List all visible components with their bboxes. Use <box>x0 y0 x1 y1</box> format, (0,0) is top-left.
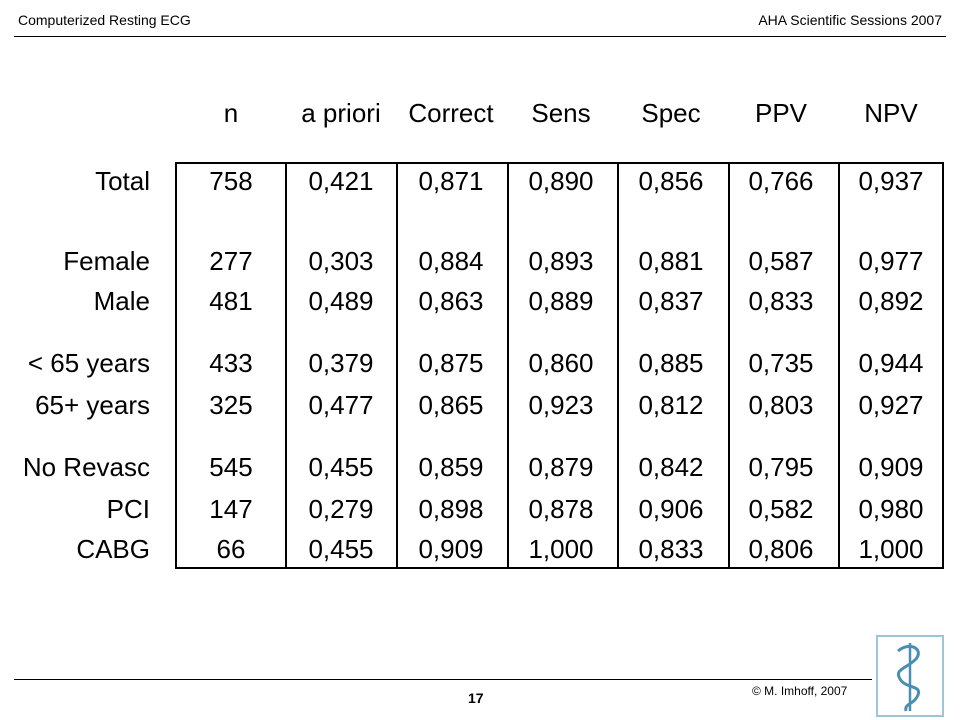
table-cell: 0,879 <box>528 452 594 482</box>
column-header: a priori <box>301 98 381 128</box>
table-cell: 325 <box>209 390 253 420</box>
column-header: Sens <box>531 98 591 128</box>
table-cell: 147 <box>209 494 253 524</box>
table-cell: 0,863 <box>418 286 484 316</box>
table-cell: 0,303 <box>308 246 374 276</box>
table-cell: 0,927 <box>858 390 924 420</box>
row-label: No Revasc <box>22 452 150 482</box>
table-cell: 0,906 <box>638 494 704 524</box>
table-cell: 0,812 <box>638 390 704 420</box>
row-label: PCI <box>106 494 150 524</box>
table-cell: 277 <box>209 246 253 276</box>
table-cell: 0,582 <box>748 494 814 524</box>
table-cell: 1,000 <box>528 534 594 564</box>
table-cell: 481 <box>209 286 253 316</box>
table-cell: 0,766 <box>748 166 814 196</box>
table-cell: 758 <box>209 166 253 196</box>
table-cell: 0,842 <box>638 452 704 482</box>
table-cell: 0,587 <box>748 246 814 276</box>
row-label: CABG <box>76 534 150 564</box>
table-cell: 0,898 <box>418 494 484 524</box>
row-label: Female <box>63 246 150 276</box>
table-cell: 0,421 <box>308 166 374 196</box>
table-cell: 0,803 <box>748 390 814 420</box>
table-cell: 0,890 <box>528 166 594 196</box>
table-cell: 0,279 <box>308 494 374 524</box>
table-cell: 0,892 <box>858 286 924 316</box>
row-label: Total <box>95 166 150 196</box>
column-header: NPV <box>864 98 918 128</box>
table-cell: 0,860 <box>528 348 594 378</box>
table-cell: 0,379 <box>308 348 374 378</box>
table-cell: 0,889 <box>528 286 594 316</box>
table-cell: 433 <box>209 348 253 378</box>
table-cell: 0,923 <box>528 390 594 420</box>
table-cell: 545 <box>209 452 253 482</box>
table-cell: 0,875 <box>418 348 484 378</box>
table-cell: 0,856 <box>638 166 704 196</box>
table-cell: 0,489 <box>308 286 374 316</box>
footer-divider <box>14 679 872 680</box>
column-header: PPV <box>754 98 808 128</box>
table-cell: 0,893 <box>528 246 594 276</box>
table-cell: 0,865 <box>418 390 484 420</box>
table-cell: 66 <box>216 534 246 564</box>
row-label: 65+ years <box>35 390 150 420</box>
table-cell: 0,878 <box>528 494 594 524</box>
table-cell: 0,735 <box>748 348 814 378</box>
row-label: Male <box>93 286 150 316</box>
table-cell: 1,000 <box>858 534 924 564</box>
table-cell: 0,859 <box>418 452 484 482</box>
table-cell: 0,909 <box>418 534 484 564</box>
column-header: Correct <box>408 98 494 128</box>
table-cell: 0,937 <box>858 166 924 196</box>
table-cell: 0,884 <box>418 246 484 276</box>
column-header: Spec <box>641 98 701 128</box>
table-cell: 0,837 <box>638 286 704 316</box>
table-cell: 0,833 <box>638 534 704 564</box>
header-title: Computerized Resting ECG <box>18 12 191 28</box>
staff-serpent-logo-icon <box>876 635 944 717</box>
copyright-text: © M. Imhoff, 2007 <box>752 684 848 698</box>
table-cell: 0,980 <box>858 494 924 524</box>
table-cell: 0,977 <box>858 246 924 276</box>
table-cell: 0,795 <box>748 452 814 482</box>
table-cell: 0,806 <box>748 534 814 564</box>
header-event: AHA Scientific Sessions 2007 <box>758 12 942 28</box>
table-cell: 0,909 <box>858 452 924 482</box>
table-cell: 0,455 <box>308 534 374 564</box>
table-cell: 0,455 <box>308 452 374 482</box>
page-number: 17 <box>468 690 484 706</box>
table-cell: 0,944 <box>858 348 924 378</box>
header-divider <box>14 36 946 37</box>
table-cell: 0,885 <box>638 348 704 378</box>
table-cell: 0,477 <box>308 390 374 420</box>
table-cell: 0,881 <box>638 246 704 276</box>
row-label: < 65 years <box>27 348 150 378</box>
column-header: n <box>223 98 239 128</box>
table-cell: 0,833 <box>748 286 814 316</box>
table-cell: 0,871 <box>418 166 484 196</box>
